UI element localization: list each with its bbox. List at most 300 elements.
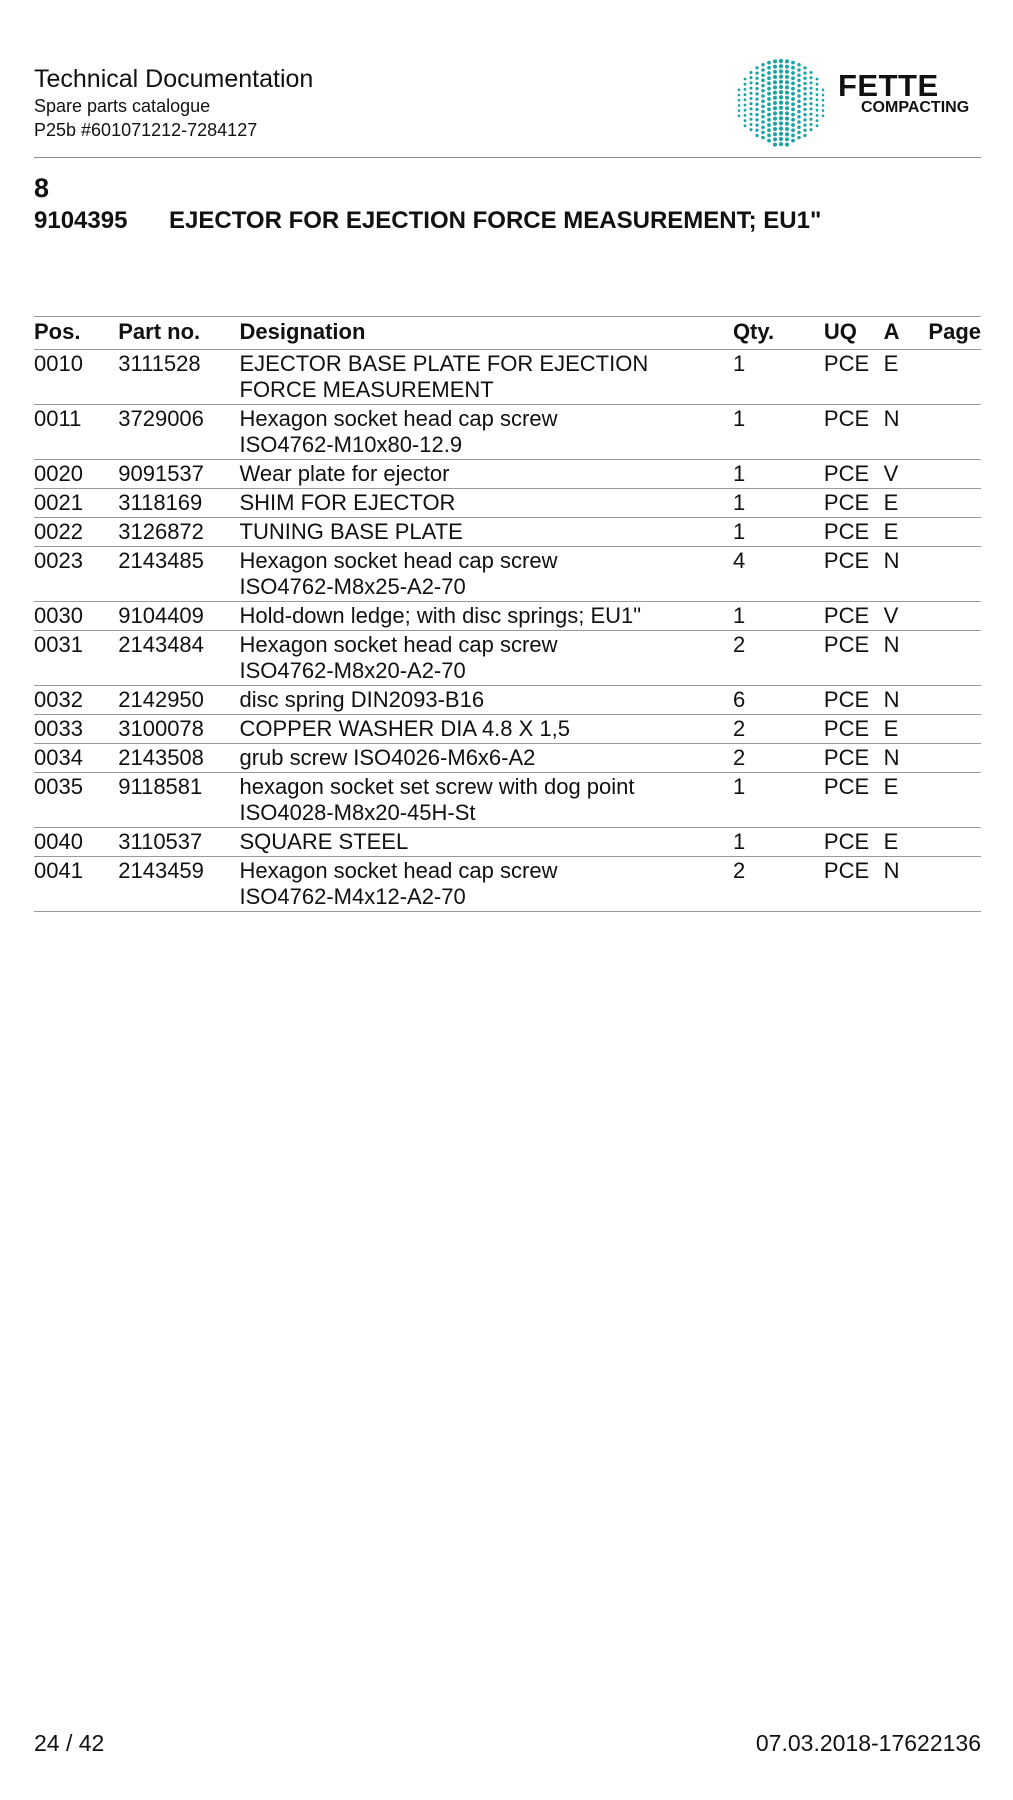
- logo-dot: [755, 97, 758, 100]
- designation-line: COPPER WASHER DIA 4.8 X 1,5: [239, 716, 571, 741]
- logo-dot: [791, 139, 795, 143]
- logo-dot: [816, 88, 819, 91]
- cell-uq: PCE: [824, 350, 884, 405]
- logo-dot: [749, 97, 752, 100]
- logo-dot: [744, 124, 747, 127]
- logo-dot: [755, 82, 758, 85]
- cell-uq: PCE: [824, 686, 884, 715]
- cell-pos: 0020: [34, 460, 118, 489]
- designation-line: ISO4762-M4x12-A2-70: [239, 884, 466, 909]
- logo-dot: [767, 123, 771, 127]
- designation-line: SHIM FOR EJECTOR: [239, 490, 456, 515]
- logo-dot: [749, 128, 752, 131]
- cell-a: N: [884, 857, 924, 912]
- logo-dot: [803, 66, 806, 69]
- logo-brand: FETTE: [838, 68, 939, 103]
- logo-dot: [773, 101, 777, 105]
- logo-dot: [744, 83, 747, 86]
- cell-qty: 2: [733, 631, 824, 686]
- cell-designation: [240, 631, 733, 686]
- logo-dot: [797, 120, 801, 124]
- logo-dot: [755, 108, 758, 111]
- logo-dot: [803, 77, 806, 80]
- logo-dot: [755, 123, 758, 126]
- cell-designation: [240, 686, 733, 715]
- cell-part-no: 3111528: [118, 350, 239, 405]
- table-row: [34, 489, 981, 518]
- logo-dot: [779, 121, 783, 125]
- logo-dot: [755, 113, 758, 116]
- logo-dot: [744, 93, 747, 96]
- table-row: [34, 686, 981, 715]
- cell-qty: 2: [733, 744, 824, 773]
- designation-line: EJECTOR BASE PLATE FOR EJECTION: [239, 351, 649, 376]
- cell-pos: 0034: [34, 744, 118, 773]
- logo-dot: [767, 102, 771, 106]
- cell-designation: [240, 744, 733, 773]
- logo-dot: [791, 71, 795, 75]
- logo-dot: [773, 122, 777, 126]
- designation-line: disc spring DIN2093-B16: [239, 687, 485, 712]
- logo-dot: [803, 71, 806, 74]
- logo-dot: [822, 104, 825, 107]
- cell-pos: 0031: [34, 631, 118, 686]
- logo-dot: [773, 85, 777, 89]
- cell-a: N: [884, 744, 924, 773]
- logo-dot: [773, 65, 777, 69]
- cell-pos: 0023: [34, 547, 118, 602]
- cell-part-no: 2143484: [118, 631, 239, 686]
- logo-dot: [779, 137, 783, 141]
- cell-uq: PCE: [824, 773, 884, 828]
- designation-line: ISO4762-M8x20-A2-70: [239, 658, 466, 683]
- logo-dot: [809, 123, 812, 126]
- logo-dot: [809, 107, 812, 110]
- logo-dot: [809, 92, 812, 95]
- cell-designation: [240, 828, 733, 857]
- logo-dot: [809, 102, 812, 105]
- cell-part-no: 9118581: [118, 773, 239, 828]
- logo-dot: [797, 84, 801, 88]
- logo-dot: [773, 137, 777, 141]
- logo-dot: [749, 113, 752, 116]
- cell-uq: PCE: [824, 631, 884, 686]
- logo-dot: [797, 105, 801, 109]
- logo-dot: [749, 76, 752, 79]
- header-divider: [34, 157, 981, 158]
- logo-dot: [755, 66, 758, 69]
- section-part-no: 9104395: [34, 207, 128, 234]
- cell-qty: 6: [733, 686, 824, 715]
- logo-dot: [797, 73, 801, 77]
- cell-designation: [240, 489, 733, 518]
- logo-dot: [744, 98, 747, 101]
- logo-dot: [767, 113, 771, 117]
- logo-dot: [791, 76, 795, 80]
- doc-title: Technical Documentation: [34, 65, 314, 93]
- logo-dot: [779, 142, 783, 146]
- logo-dot: [791, 97, 795, 101]
- logo-dot: [791, 66, 795, 70]
- header-pos: Pos.: [34, 317, 118, 350]
- logo-dot: [785, 59, 789, 63]
- designation-line: Hexagon socket head cap screw: [239, 406, 558, 431]
- logo-dot: [761, 63, 765, 67]
- logo-dot: [785, 80, 789, 84]
- logo-dot: [761, 68, 765, 72]
- logo-dot: [779, 132, 783, 136]
- header-page: Page: [923, 317, 981, 350]
- cell-qty: 1: [733, 350, 824, 405]
- logo-dot: [791, 87, 795, 91]
- logo-dot: [755, 71, 758, 74]
- table-row: [34, 715, 981, 744]
- logo-dot: [791, 108, 795, 112]
- cell-qty: 1: [733, 773, 824, 828]
- logo-dot: [755, 103, 758, 106]
- logo-dot: [738, 115, 741, 118]
- logo-dot: [803, 92, 806, 95]
- logo-dot: [749, 118, 752, 121]
- designation-line: grub screw ISO4026-M6x6-A2: [239, 745, 536, 770]
- logo-dot: [767, 97, 771, 101]
- table-row: [34, 828, 981, 857]
- logo-dot: [803, 123, 806, 126]
- logo-dot: [744, 78, 747, 81]
- cell-a: N: [884, 547, 924, 602]
- logo-dot: [773, 70, 777, 74]
- logo-dot: [773, 127, 777, 131]
- logo-dot: [779, 69, 783, 73]
- logo-dot: [785, 85, 789, 89]
- cell-designation: [240, 405, 733, 460]
- logo-dot: [749, 81, 752, 84]
- parts-table: [34, 316, 981, 912]
- logo-dot: [767, 87, 771, 91]
- table-header-row: [34, 317, 981, 350]
- logo-dot: [797, 110, 801, 114]
- logo-dot: [785, 111, 789, 115]
- logo-dot: [761, 94, 765, 98]
- designation-line: Hexagon socket head cap screw: [239, 548, 558, 573]
- logo-dot: [779, 95, 783, 99]
- logo-dot: [773, 59, 777, 63]
- logo-dot: [822, 99, 825, 102]
- cell-designation: [240, 602, 733, 631]
- cell-part-no: 2143459: [118, 857, 239, 912]
- logo-dot: [797, 125, 801, 129]
- logo-dot: [797, 63, 801, 67]
- logo-dot: [797, 131, 801, 135]
- logo-dot: [822, 94, 825, 97]
- cell-part-no: 3118169: [118, 489, 239, 518]
- logo-dot: [797, 89, 801, 93]
- cell-page: [923, 350, 981, 405]
- cell-pos: 0011: [34, 405, 118, 460]
- logo-dot: [809, 71, 812, 74]
- logo-dot: [816, 114, 819, 117]
- cell-page: [923, 631, 981, 686]
- cell-uq: PCE: [824, 602, 884, 631]
- logo-dot: [738, 99, 741, 102]
- logo-dot: [779, 64, 783, 68]
- logo-dot: [773, 143, 777, 147]
- cell-part-no: 2143508: [118, 744, 239, 773]
- logo-dot: [791, 113, 795, 117]
- logo-dot: [767, 118, 771, 122]
- cell-a: E: [884, 773, 924, 828]
- cell-uq: PCE: [824, 405, 884, 460]
- cell-qty: 1: [733, 828, 824, 857]
- logo-dot: [809, 113, 812, 116]
- designation-line: TUNING BASE PLATE: [239, 519, 463, 544]
- cell-page: [923, 773, 981, 828]
- logo-dot: [816, 93, 819, 96]
- header-designation: Designation: [240, 317, 733, 350]
- designation-line: ISO4028-M8x20-45H-St: [239, 800, 476, 825]
- logo-dot: [767, 92, 771, 96]
- logo-dot: [791, 118, 795, 122]
- cell-page: [923, 828, 981, 857]
- cell-a: N: [884, 686, 924, 715]
- logo-dot: [761, 73, 765, 77]
- logo-dot: [822, 109, 825, 112]
- logo-dot: [785, 127, 789, 131]
- logo-dot: [767, 139, 771, 143]
- logo-dot: [755, 118, 758, 121]
- logo-dot: [816, 124, 819, 127]
- logo-dot: [816, 109, 819, 112]
- cell-uq: PCE: [824, 828, 884, 857]
- cell-a: N: [884, 405, 924, 460]
- logo-dot: [744, 119, 747, 122]
- designation-line: Hexagon socket head cap screw: [239, 858, 558, 883]
- fette-logo: [734, 56, 994, 150]
- cell-page: [923, 857, 981, 912]
- logo-dot: [779, 59, 783, 63]
- logo-dot: [773, 75, 777, 79]
- logo-dot: [749, 107, 752, 110]
- logo-dot: [785, 101, 789, 105]
- logo-dot: [779, 85, 783, 89]
- logo-dot: [785, 91, 789, 95]
- cell-pos: 0021: [34, 489, 118, 518]
- logo-dot: [791, 134, 795, 138]
- cell-part-no: 3126872: [118, 518, 239, 547]
- cell-a: E: [884, 518, 924, 547]
- cell-part-no: 2142950: [118, 686, 239, 715]
- logo-sub: COMPACTING: [861, 99, 970, 116]
- logo-dot: [744, 114, 747, 117]
- logo-dot: [779, 80, 783, 84]
- logo-dot: [785, 106, 789, 110]
- logo-dot: [761, 84, 765, 88]
- cell-page: [923, 744, 981, 773]
- logo-dot: [785, 65, 789, 69]
- cell-qty: 1: [733, 405, 824, 460]
- logo-dot: [779, 106, 783, 110]
- cell-qty: 1: [733, 518, 824, 547]
- logo-dot: [779, 116, 783, 120]
- designation-line: Wear plate for ejector: [239, 461, 450, 486]
- logo-dot: [773, 91, 777, 95]
- cell-designation: [240, 773, 733, 828]
- logo-dot: [779, 90, 783, 94]
- logo-dot: [797, 79, 801, 83]
- designation-line: hexagon socket set screw with dog point: [239, 774, 635, 799]
- cell-part-no: 3729006: [118, 405, 239, 460]
- logo-dot: [761, 79, 765, 83]
- designation-line: SQUARE STEEL: [239, 829, 409, 854]
- table-row: [34, 631, 981, 686]
- logo-dot: [738, 89, 741, 92]
- cell-designation: [240, 350, 733, 405]
- logo-dot: [797, 99, 801, 103]
- cell-part-no: 9091537: [118, 460, 239, 489]
- cell-a: E: [884, 350, 924, 405]
- cell-part-no: 3110537: [118, 828, 239, 857]
- logo-dot: [749, 102, 752, 105]
- logo-dot: [773, 96, 777, 100]
- parts-table-body: [34, 350, 981, 912]
- logo-dot: [785, 132, 789, 136]
- logo-dot: [785, 137, 789, 141]
- cell-qty: 1: [733, 489, 824, 518]
- logo-dot: [791, 82, 795, 86]
- cell-part-no: 2143485: [118, 547, 239, 602]
- logo-dot: [803, 113, 806, 116]
- logo-dot: [779, 101, 783, 105]
- logo-dot: [761, 120, 765, 124]
- cell-part-no: 9104409: [118, 602, 239, 631]
- logo-dot: [755, 87, 758, 90]
- logo-dot: [773, 117, 777, 121]
- logo-dot: [738, 104, 741, 107]
- logo-dot: [809, 76, 812, 79]
- cell-pos: 0040: [34, 828, 118, 857]
- logo-dot: [816, 119, 819, 122]
- logo-dot: [761, 131, 765, 135]
- logo-dot: [785, 70, 789, 74]
- logo-dot: [809, 97, 812, 100]
- logo-dot: [749, 123, 752, 126]
- logo-dot: [785, 122, 789, 126]
- section-number: 8: [34, 173, 50, 203]
- logo-dot: [755, 92, 758, 95]
- logo-dot: [803, 82, 806, 85]
- cell-uq: PCE: [824, 715, 884, 744]
- cell-a: V: [884, 460, 924, 489]
- logo-dot: [785, 143, 789, 147]
- table-row: [34, 744, 981, 773]
- logo-dot: [761, 105, 765, 109]
- table-row: [34, 773, 981, 828]
- table-row: [34, 350, 981, 405]
- doc-subtitle: Spare parts catalogue: [34, 96, 211, 116]
- cell-qty: 1: [733, 602, 824, 631]
- logo-dot: [809, 87, 812, 90]
- cell-pos: 0022: [34, 518, 118, 547]
- logo-dot: [779, 127, 783, 131]
- logo-dot: [767, 71, 771, 75]
- cell-designation: [240, 547, 733, 602]
- logo-dot: [744, 88, 747, 91]
- logo-dot: [803, 129, 806, 132]
- logo-dot: [749, 92, 752, 95]
- section-title-text: EJECTOR FOR EJECTION FORCE MEASUREMENT; EU1": [169, 207, 822, 234]
- fette-dot-globe-icon: [734, 56, 828, 150]
- cell-pos: 0035: [34, 773, 118, 828]
- cell-page: [923, 489, 981, 518]
- header-part-no: Part no.: [118, 317, 239, 350]
- designation-line: FORCE MEASUREMENT: [239, 377, 494, 402]
- cell-page: [923, 715, 981, 744]
- table-row: [34, 857, 981, 912]
- logo-dot: [779, 75, 783, 79]
- logo-dot: [744, 109, 747, 112]
- cell-qty: 4: [733, 547, 824, 602]
- logo-dot: [767, 61, 771, 65]
- cell-uq: PCE: [824, 547, 884, 602]
- cell-pos: 0041: [34, 857, 118, 912]
- logo-dot: [761, 99, 765, 103]
- logo-dot: [803, 97, 806, 100]
- logo-dot: [797, 115, 801, 119]
- logo-dot: [791, 61, 795, 65]
- logo-dot: [785, 96, 789, 100]
- logo-dot: [797, 68, 801, 72]
- logo-dot: [809, 81, 812, 84]
- cell-qty: 1: [733, 460, 824, 489]
- logo-dot: [761, 89, 765, 93]
- logo-dot: [803, 118, 806, 121]
- logo-dot: [803, 134, 806, 137]
- logo-dot: [785, 117, 789, 121]
- doc-id: P25b #601071212-7284127: [34, 120, 258, 140]
- cell-a: N: [884, 631, 924, 686]
- designation-line: Hold-down ledge; with disc springs; EU1": [239, 603, 642, 628]
- designation-line: ISO4762-M10x80-12.9: [239, 432, 463, 457]
- cell-a: V: [884, 602, 924, 631]
- logo-dot: [761, 125, 765, 129]
- logo-dot: [816, 83, 819, 86]
- logo-dot: [755, 129, 758, 132]
- logo-dot: [767, 82, 771, 86]
- header-uq: UQ: [824, 317, 884, 350]
- logo-dot: [755, 134, 758, 137]
- cell-page: [923, 547, 981, 602]
- logo-dot: [773, 111, 777, 115]
- logo-dot: [803, 108, 806, 111]
- logo-dot: [744, 104, 747, 107]
- cell-page: [923, 518, 981, 547]
- cell-page: [923, 460, 981, 489]
- cell-uq: PCE: [824, 489, 884, 518]
- logo-dot: [803, 87, 806, 90]
- cell-a: E: [884, 489, 924, 518]
- logo-dot: [797, 136, 801, 140]
- logo-dot: [738, 109, 741, 112]
- logo-dot: [816, 78, 819, 81]
- logo-dot: [773, 106, 777, 110]
- logo-dot: [785, 75, 789, 79]
- cell-qty: 2: [733, 857, 824, 912]
- logo-dot: [767, 76, 771, 80]
- logo-dot: [767, 66, 771, 70]
- cell-uq: PCE: [824, 744, 884, 773]
- logo-dot: [816, 104, 819, 107]
- designation-line: Hexagon socket head cap screw: [239, 632, 558, 657]
